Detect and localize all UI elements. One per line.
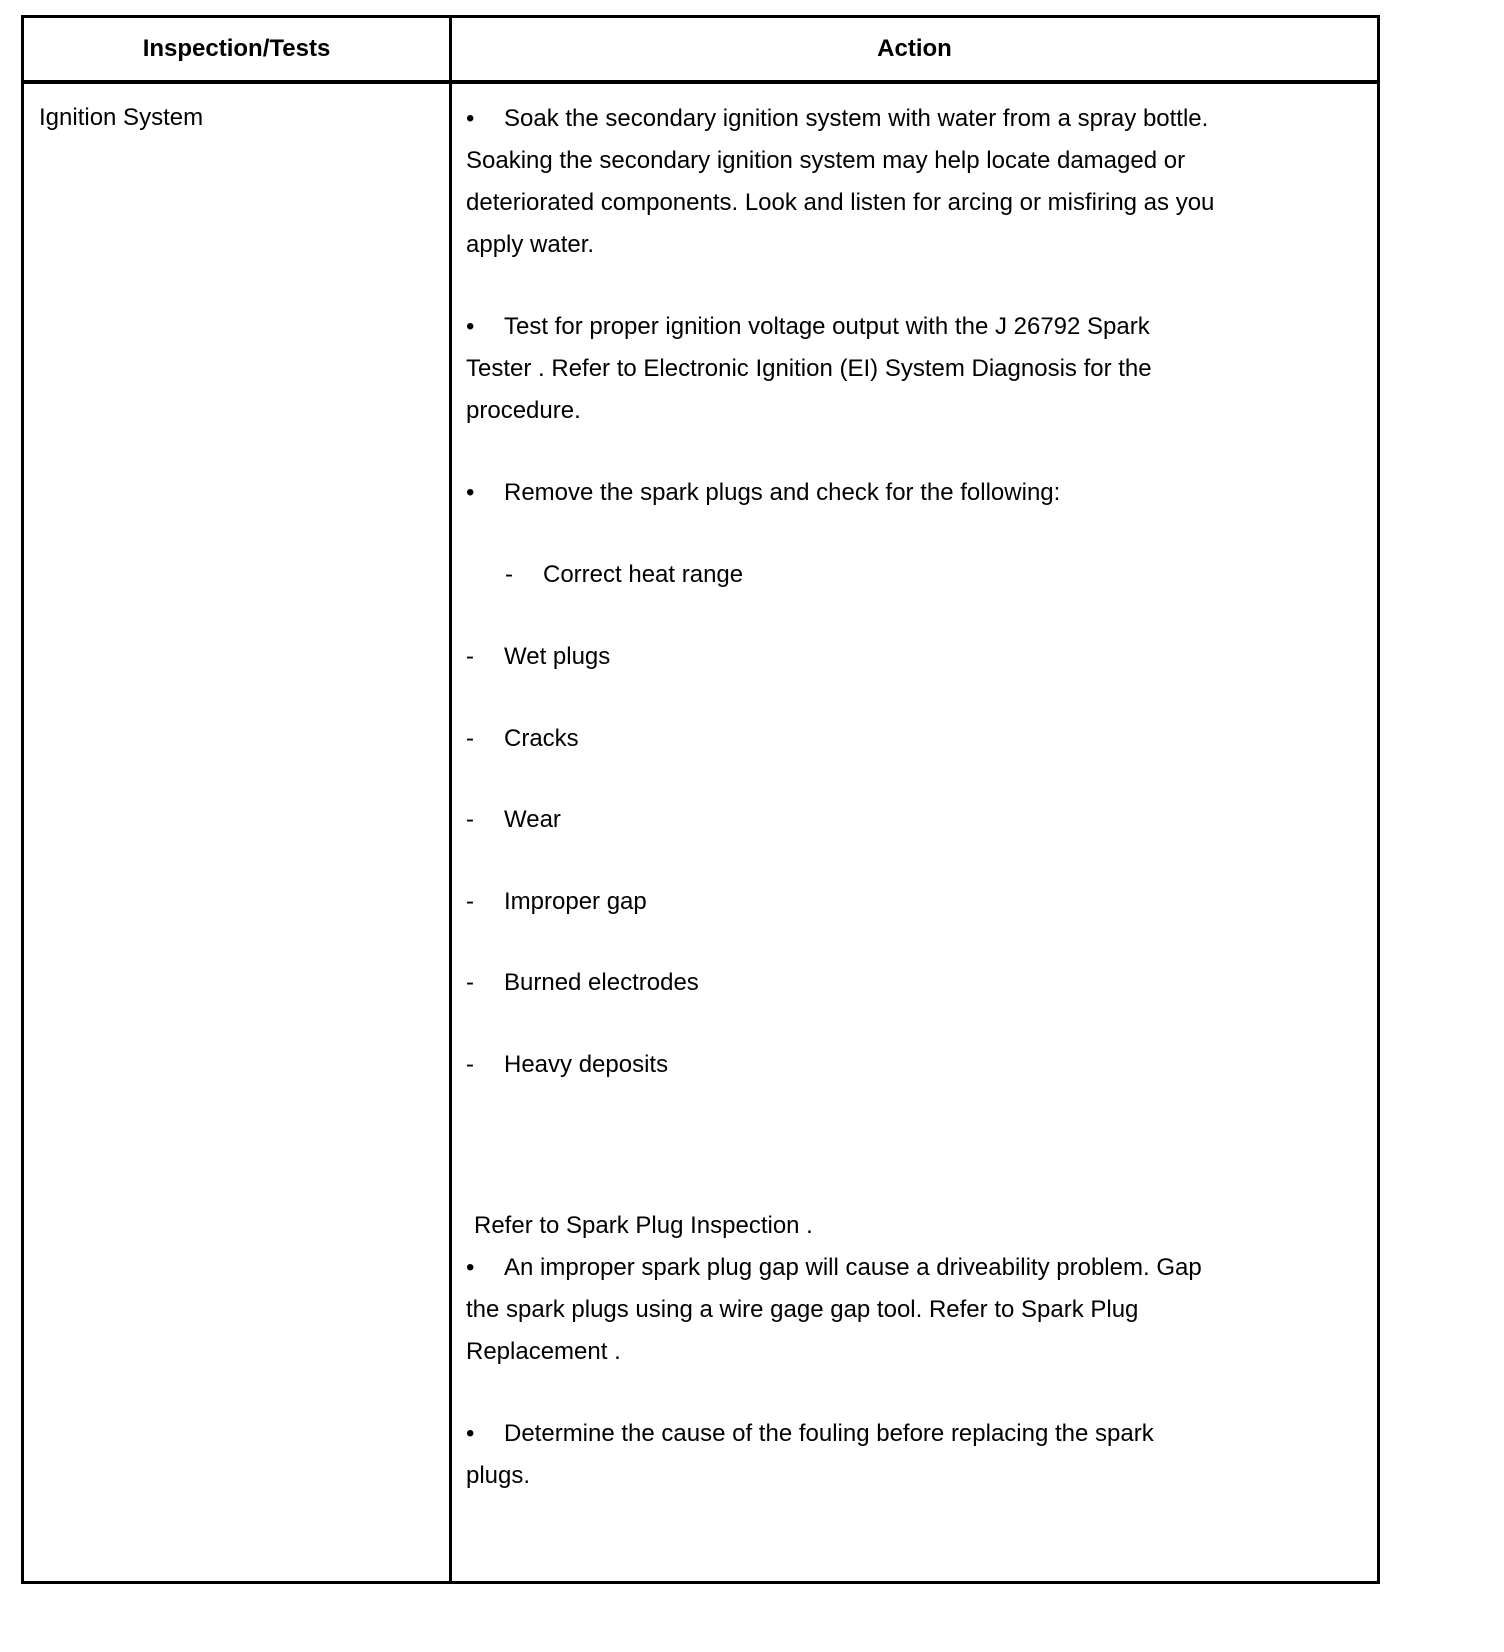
column-divider (449, 18, 452, 1581)
action-bullet-5-line-1: • Determine the cause of the fouling before replacing the spark (466, 1413, 1154, 1455)
action-bullet-2-line-2: Tester . Refer to Electronic Ignition (EI) System Diagnosis for the (466, 355, 1152, 382)
check-item: - Wear (466, 799, 561, 841)
dash-marker: - (466, 888, 474, 915)
action-bullet-1-line-1: • Soak the secondary ignition system with water from a spray bottle. (466, 98, 1208, 140)
header-divider (24, 80, 1377, 84)
cell-ignition-system: Ignition System (39, 104, 204, 131)
action-bullet-4-line-2: the spark plugs using a wire gage gap tool. Refer to Spark Plug (466, 1296, 1139, 1323)
dash-marker: - (466, 806, 474, 833)
action-bullet-1-line-3: deteriorated components. Look and listen for arcing or misfiring as you (466, 189, 1215, 216)
action-bullet-4-line-3: Replacement . (466, 1338, 621, 1365)
check-item: - Wet plugs (466, 636, 610, 678)
dash-marker: - (466, 1051, 474, 1078)
dash-marker: - (505, 561, 513, 588)
inspection-table (21, 15, 1380, 1584)
action-bullet-5-line-2: plugs. (466, 1462, 531, 1489)
action-bullet-1-line-4: apply water. (466, 231, 595, 258)
action-bullet-3-line-1: • Remove the spark plugs and check for the following: (466, 472, 1060, 514)
dash-marker: - (466, 643, 474, 670)
check-item: - Heavy deposits (466, 1044, 668, 1086)
bullet-marker: • (466, 1254, 475, 1281)
action-bullet-4-line-1: • An improper spark plug gap will cause a driveability problem. Gap (466, 1247, 1202, 1289)
dash-marker: - (466, 725, 474, 752)
check-item: - Cracks (466, 718, 579, 760)
bullet-marker: • (466, 313, 475, 340)
action-bullet-2-line-1: • Test for proper ignition voltage output with the J 26792 Spark (466, 306, 1150, 348)
action-bullet-2-line-3: procedure. (466, 397, 581, 424)
refer-spark-plug-inspection: Refer to Spark Plug Inspection . (474, 1212, 813, 1239)
check-item: - Correct heat range (505, 554, 743, 596)
bullet-marker: • (466, 1420, 475, 1447)
bullet-marker: • (466, 105, 475, 132)
bullet-marker: • (466, 479, 475, 506)
header-action: Action (877, 35, 952, 62)
action-bullet-1-line-2: Soaking the secondary ignition system may help locate damaged or (466, 147, 1186, 174)
check-item: - Improper gap (466, 881, 647, 923)
dash-marker: - (466, 969, 474, 996)
header-inspection-tests: Inspection/Tests (142, 35, 331, 62)
check-item: - Burned electrodes (466, 962, 699, 1004)
